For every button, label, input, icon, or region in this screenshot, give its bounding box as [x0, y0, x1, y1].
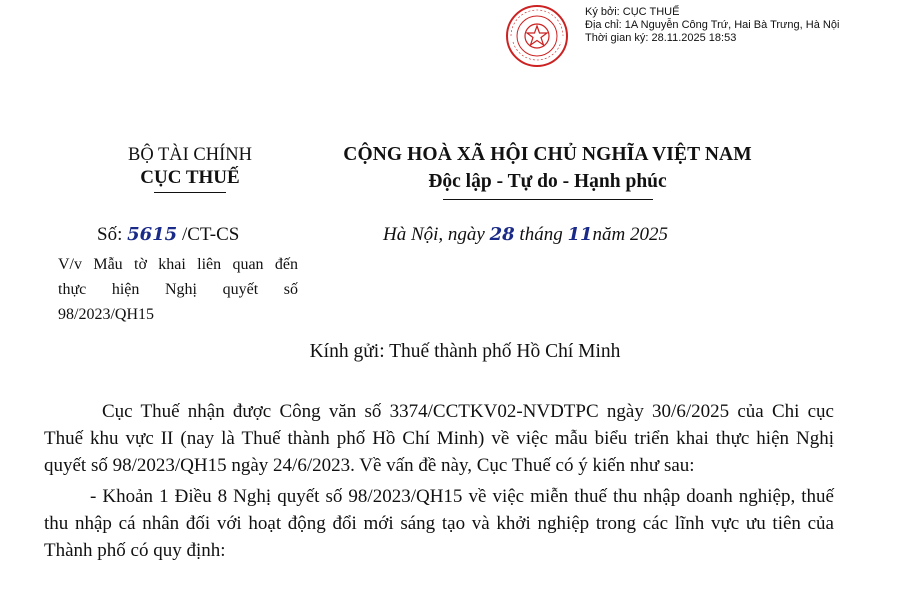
national-header — [310, 143, 785, 200]
date-month-handwritten: 11 — [567, 224, 593, 245]
national-motto: Độc lập - Tự do - Hạnh phúc — [428, 171, 667, 192]
issuing-agency — [70, 144, 310, 193]
digital-signature-info — [585, 6, 839, 45]
subject-line-3: 98/2023/QH15 — [58, 306, 154, 323]
motto-underline — [443, 199, 653, 200]
signed-time: Thời gian ký: 28.11.2025 18:53 — [585, 32, 737, 44]
date-month-label: tháng — [519, 224, 563, 245]
recipient-line — [0, 341, 900, 363]
subject-line-1: V/v Mẫu tờ khai liên quan đến — [58, 256, 298, 273]
date-day-handwritten: 28 — [489, 224, 515, 245]
body-paragraph-1: Cục Thuế nhận được Công văn số 3374/CCTKV02-NVDTPC ngày 30/6/2025 của Chi cục Thuế khu vực II (nay là Thuế thành phố Hồ Chí Minh) về việc mẫu biểu triển khai thực hiện Nghị quyết số 98/2023/QH15 ngày 24/6/2023. Về vấn đề này, Cục Thuế có ý kiến như sau: — [44, 401, 834, 476]
official-seal-icon — [505, 4, 569, 68]
signer-address: Địa chỉ: 1A Nguyễn Công Trứ, Hai Bà Trưng, Hà Nội — [585, 19, 840, 31]
date-year: năm 2025 — [592, 224, 668, 245]
agency-name: CỤC THUẾ — [140, 167, 240, 188]
doc-number-handwritten: 5615 — [127, 224, 178, 245]
doc-number-prefix: Số: — [97, 224, 123, 245]
body-paragraph-2: - Khoản 1 Điều 8 Nghị quyết số 98/2023/QH15 về việc miễn thuế thu nhập doanh nghiệp, thuế thu nhập cá nhân đối với hoạt động đổi mới sáng tạo và khởi nghiệp trong các lĩnh vực ưu tiên của Thành phố có quy định: — [44, 486, 834, 561]
recipient-label: Kính gửi: — [309, 341, 385, 362]
subject-line-2: thực hiện Nghị quyết số — [58, 281, 298, 298]
document-number — [97, 224, 239, 246]
nation-title: CỘNG HOÀ XÃ HỘI CHỦ NGHĨA VIỆT NAM — [343, 144, 752, 165]
doc-number-suffix: /CT-CS — [181, 224, 240, 245]
signed-by: Ký bởi: CỤC THUẾ — [585, 6, 680, 18]
document-subject — [58, 252, 298, 327]
agency-parent: BỘ TÀI CHÍNH — [127, 145, 253, 165]
issue-date — [383, 224, 668, 246]
agency-underline — [154, 192, 226, 193]
date-place-prefix: Hà Nội, ngày — [383, 224, 485, 245]
document-body — [44, 398, 834, 565]
recipient-name: Thuế thành phố Hồ Chí Minh — [389, 341, 621, 362]
